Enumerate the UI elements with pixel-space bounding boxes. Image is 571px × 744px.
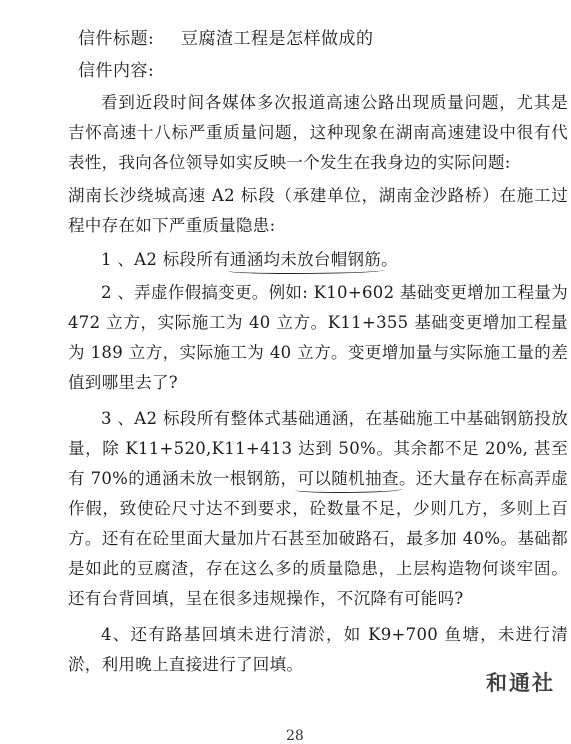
- watermark-logo: 和通社: [486, 671, 555, 695]
- issue-item-4: 4、还有路基回填未进行清淤，如 K9+700 鱼塘，未进行清淤，利用晚上直接进行了回填。: [68, 625, 568, 674]
- letter-body: [68, 88, 568, 683]
- page-number: 28: [286, 728, 304, 744]
- intro-paragraph-2: 湖南长沙绕城高速 A2 标段（承建单位，湖南金沙路桥）在施工过程中存在如下严重质量隐患:: [68, 186, 568, 235]
- issue-item-1-underlined: 通涵均未放台帽钢筋: [229, 250, 382, 269]
- issue-item-3-part2: 。还大量存在标高弄虚作假，致使砼尺寸达不到要求，砼数量不足，少则几方，多则上百方。还有在砼里面大量加片石甚至加破路石，最多加 40%。基础都是如此的豆腐渣，存在这么多的质量隐患，上层构造物何谈牢固。还有台背回填，呈在很多违规操作，不沉降有可能吗?: [68, 469, 568, 608]
- intro-paragraph: 看到近段时间各媒体多次报道高速公路出现质量问题，尤其是吉怀高速十八标严重质量问题，这种现象在湖南高速建设中很有代表性，我向各位领导如实反映一个发生在我身边的实际问题:: [68, 93, 568, 172]
- subject-text: 豆腐渣工程是怎样做成的: [181, 29, 374, 49]
- issue-item-3-underlined: 可以随机抽查: [297, 469, 399, 488]
- issue-item-1-suffix: 。: [381, 250, 398, 269]
- issue-item-3: [68, 404, 568, 614]
- content-label: 信件内容:: [78, 61, 155, 81]
- issue-item-1-prefix: 1 、A2 标段所有: [101, 250, 230, 269]
- subject-label: 信件标题:: [78, 29, 155, 49]
- issue-item-3-part1: 3 、A2 标段所有整体式基础通涵，在基础施工中基础钢筋投放量，除 K11+520,K11+413 达到 50%。其余都不足 20%, 甚至有 70%的通涵未放一根钢筋，: [68, 409, 568, 488]
- issue-item-1: [68, 245, 568, 275]
- issue-item-2: 2 、弄虚作假搞变更。例如: K10+602 基础变更增加工程量为 472 立方，实际施工为 40 立方。K11+355 基础变更增加工程量为 189 立方，实际施工为 40 立方。变更增加量与实际施工量的差值到哪里去了?: [68, 283, 568, 392]
